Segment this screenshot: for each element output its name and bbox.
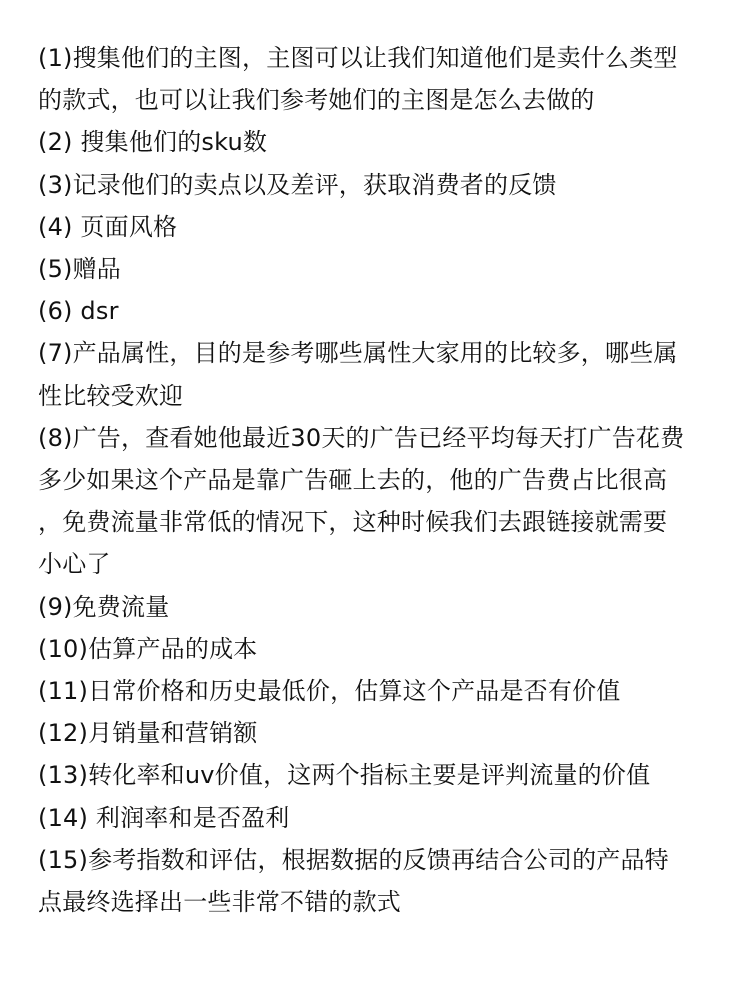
list-item-13 xyxy=(38,754,722,796)
item-15-line-1: (15)参考指数和评估，根据数据的反馈再结合公司的产品特 xyxy=(38,845,669,874)
item-2-line-1: (2) 搜集他们的sku数 xyxy=(38,128,268,157)
item-8-line-4: 小心了 xyxy=(38,550,111,579)
document-body xyxy=(38,37,722,923)
item-1-line-1: (1)搜集他们的主图，主图可以让我们知道他们是卖什么类型 xyxy=(38,44,678,72)
item-8-line-1: (8)广告，查看她他最近30天的广告已经平均每天打广告花费 xyxy=(38,423,685,452)
item-8-line-2: 多少如果这个产品是靠广告砸上去的，他的广告费占比很高 xyxy=(38,466,668,495)
item-9-line-1: (9)免费流量 xyxy=(38,592,170,621)
item-7-line-2: 性比较受欢迎 xyxy=(38,381,184,410)
list-item-9 xyxy=(38,586,722,628)
list-item-15 xyxy=(38,839,722,923)
item-7-line-1: (7)产品属性，目的是参考哪些属性大家用的比较多，哪些属 xyxy=(38,339,678,368)
list-item-2 xyxy=(38,121,722,163)
list-item-7 xyxy=(38,332,722,416)
list-item-1 xyxy=(38,37,722,121)
list-item-4 xyxy=(38,206,722,248)
item-6-line-1: (6) dsr xyxy=(38,297,119,326)
item-4-line-1: (4) 页面风格 xyxy=(38,212,178,241)
list-item-11 xyxy=(38,670,722,712)
list-item-5 xyxy=(38,248,722,290)
item-8-line-3: ，免费流量非常低的情况下，这种时候我们去跟链接就需要 xyxy=(38,508,668,537)
item-15-line-2: 点最终选择出一些非常不错的款式 xyxy=(38,888,401,917)
list-item-14 xyxy=(38,797,722,839)
item-10-line-1: (10)估算产品的成本 xyxy=(38,634,258,663)
item-13-line-1: (13)转化率和uv价值，这两个指标主要是评判流量的价值 xyxy=(38,761,651,790)
list-item-6 xyxy=(38,290,722,332)
item-14-line-1: (14) 利润率和是否盈利 xyxy=(38,803,290,832)
item-3-line-1: (3)记录他们的卖点以及差评，获取消费者的反馈 xyxy=(38,170,557,199)
list-item-3 xyxy=(38,164,722,206)
item-1-line-2: 的款式，也可以让我们参考她们的主图是怎么去做的 xyxy=(38,86,595,115)
list-item-8 xyxy=(38,417,722,586)
item-12-line-1: (12)月销量和营销额 xyxy=(38,719,258,748)
list-item-10 xyxy=(38,628,722,670)
item-5-line-1: (5)赠品 xyxy=(38,255,121,284)
list-item-12 xyxy=(38,712,722,754)
item-11-line-1: (11)日常价格和历史最低价，估算这个产品是否有价值 xyxy=(38,677,621,706)
